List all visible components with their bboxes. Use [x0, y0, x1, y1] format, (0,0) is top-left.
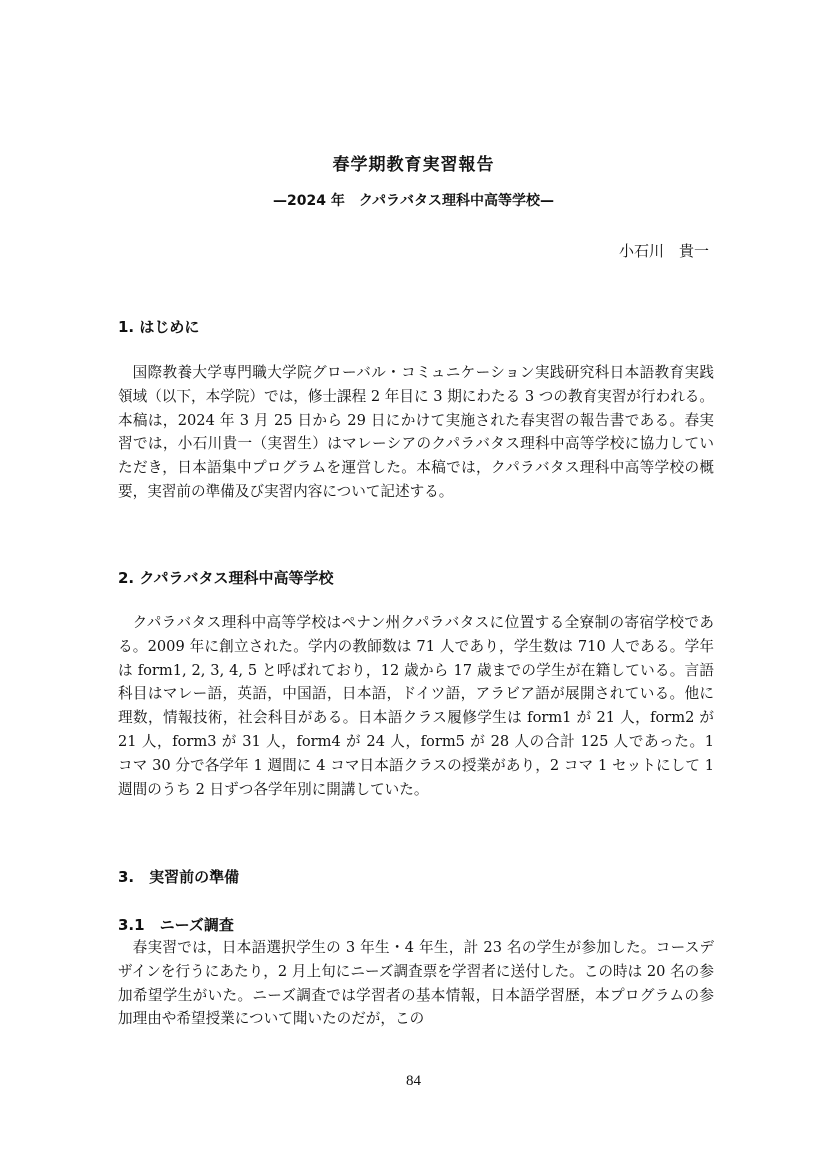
- page-number: 84: [406, 1073, 421, 1089]
- report-title: 春学期教育実習報告: [332, 155, 495, 175]
- section-heading-introduction: 1. はじめに: [118, 318, 200, 336]
- section-paragraph-school: クパラバタス理科中高等学校はペナン州クパラバタスに位置する全寮制の寄宿学校である。2009 年に創立された。学内の教師数は 71 人であり，学生数は 710 人である。学年は form1, 2, 3, 4, 5 と呼ばれており，12 歳から 17 歳までの学生が在籍している。言語科目はマレー語，英語，中国語，日本語，ドイツ語，アラビア語が展開されている。他に理数，情報技術，社会科目がある。日本語クラス履修学生は form1 が 21 人，form2 が 21 人，form3 が 31 人，form4 が 24 人，form5 が 28 人の合計 125 人であった。1 コマ 30 分で各学年 1 週間に 4 コマ日本語クラスの授業があり，2 コマ 1 セットにして 1 週間のうち 2 日ずつ各学年別に開講していた。: [118, 614, 714, 798]
- section-heading-preparation: 3. 実習前の準備: [118, 868, 240, 886]
- section-heading-school: 2. クパラバタス理科中高等学校: [118, 569, 334, 587]
- report-subtitle: —2024 年 クパラバタス理科中高等学校—: [273, 193, 554, 209]
- subsection-heading-needs-survey: 3.1 ニーズ調査: [118, 916, 234, 934]
- section-paragraph-introduction: 国際教養大学専門職大学院グローバル・コミュニケーション実践研究科日本語教育実践領域（以下，本学院）では，修士課程 2 年目に 3 期にわたる 3 つの教育実習が行われる。本稿は，2024 年 3 月 25 日から 29 日にかけて実施された春実習の報告書である。春実習では，小石川貴一（実習生）はマレーシアのクパラバタス理科中高等学校に協力していただき，日本語集中プログラムを運営した。本稿では，クパラバタス理科中高等学校の概要，実習前の準備及び実習内容について記述する。: [118, 364, 714, 500]
- author-name: 小石川 貴一: [618, 242, 709, 260]
- subsection-paragraph-needs-survey: 春実習では，日本語選択学生の 3 年生・4 年生，計 23 名の学生が参加した。コースデザインを行うにあたり，2 月上旬にニーズ調査票を学習者に送付した。この時は 20 名の参加希望学生がいた。ニーズ調査では学習者の基本情報，日本語学習歴，本プログラムの参加理由や希望授業について聞いたのだが，この: [118, 939, 714, 1028]
